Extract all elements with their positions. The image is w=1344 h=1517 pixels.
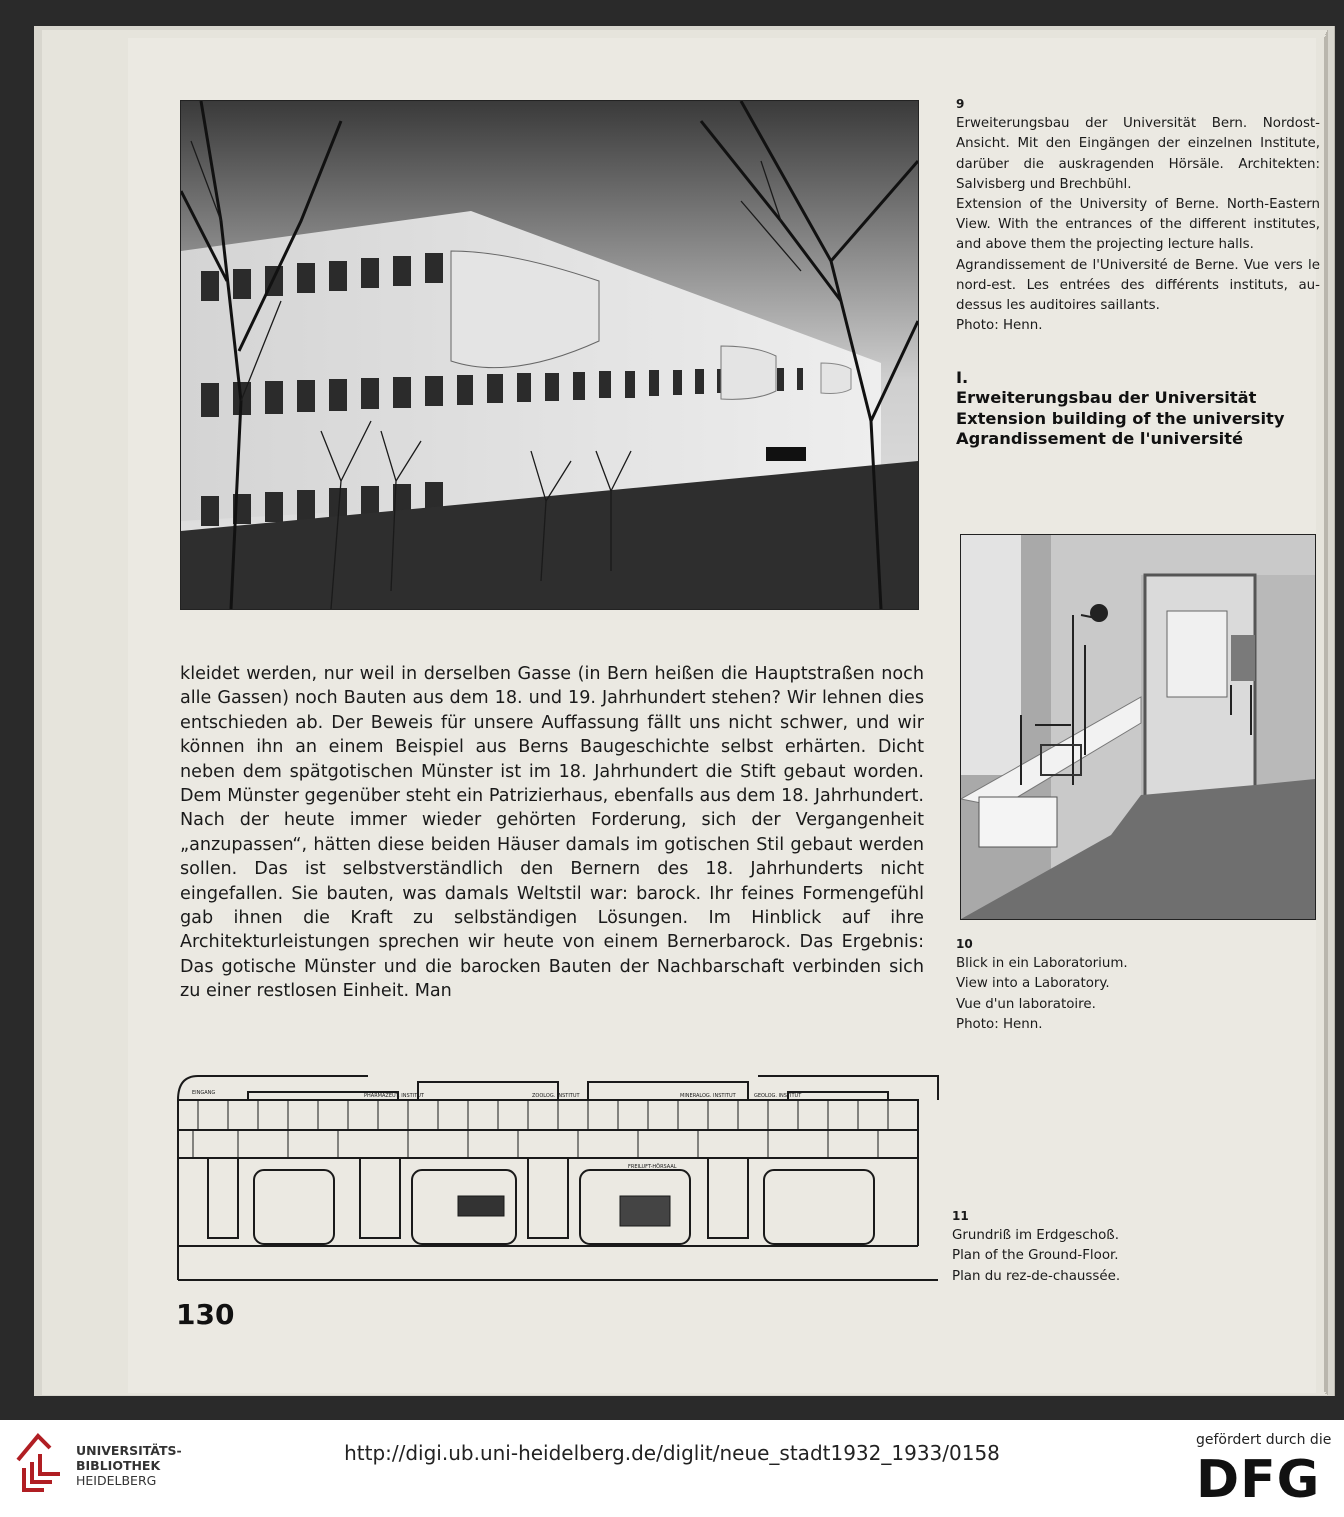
figure-10-caption-german: Blick in ein Laboratorium. xyxy=(956,956,1128,972)
figure-9-caption-english: Extension of the University of Berne. North-Eastern View. With the entrances of the different institutes, and above them the projecting lecture halls. xyxy=(956,197,1320,253)
figure-10-number: 10 xyxy=(956,937,973,951)
plan-label-pharmazeut-institut: PHARMAZEUT. INSTITUT xyxy=(364,1093,424,1099)
figure-9-caption xyxy=(956,94,1320,336)
section-title-french: Agrandissement de l'université xyxy=(956,429,1244,449)
figure-11-caption-german: Grundriß im Erdgeschoß. xyxy=(952,1228,1119,1244)
library-name-line-2: BIBLIOTHEK xyxy=(76,1458,161,1473)
laboratory-illustration xyxy=(961,535,1315,919)
dfg-logo[interactable]: DFG xyxy=(1196,1450,1321,1510)
figure-11-caption xyxy=(952,1206,1316,1287)
plan-label-zoolog-institut: ZOOLOG. INSTITUT xyxy=(532,1093,580,1099)
figure-10-caption xyxy=(956,934,1320,1035)
plan-label-mineralog-institut: MINERALOG. INSTITUT xyxy=(680,1093,736,1099)
permalink-url[interactable]: http://digi.ub.uni-heidelberg.de/diglit/neue_stadt1932_1933/0158 xyxy=(344,1441,1000,1465)
page-number: 130 xyxy=(176,1298,235,1331)
plan-label-freiluft-hoersaal: FREILUFT-HÖRSAAL xyxy=(628,1164,677,1170)
figure-11-number: 11 xyxy=(952,1209,969,1223)
ground-floor-plan-drawing xyxy=(168,1070,948,1290)
university-building-illustration xyxy=(181,101,918,609)
figure-9-building-photo xyxy=(180,100,919,610)
figure-10-photo-credit: Photo: Henn. xyxy=(956,1016,1043,1032)
body-text: kleidet werden, nur weil in derselben Gasse (in Bern heißen die Hauptstraßen noch alle Gassen) noch Bauten aus dem 18. und 19. Jahrhundert stehen? Wir lehnen dies entschieden ab. Der Beweis für unsere Auffassung fällt uns nicht schwer, und wir können ihn an einem Beispiel aus Berns Baugeschichte selbst erhärten. Dicht neben dem spätgotischen Münster ist im 18. Jahrhundert die Stift gebaut worden. Dem Münster gegenüber steht ein Patrizierhaus, ebenfalls aus dem 18. Jahrhundert. Nach der heute immer wieder gehörten Forderung, sich der Vergangenheit „anzupassen“, hätten diese beiden Häuser damals im gotischen Stil gebaut werden sollen. Das ist selbstverständlich den Bernern des 18. Jahrhunderts nicht eingefallen. Sie bauten, was damals Weltstil war: barock. Ihr feines Formengefühl gab ihnen die Kraft zu selbständigen Lösungen. Im Hinblick auf ihre Architekturleistungen sprechen wir heute von einem Bernerbarock. Das Ergebnis: Das gotische Münster und die barocken Bauten der Nachbarschaft verbinden sich zu einer restlosen Einheit. Man xyxy=(180,664,924,1002)
section-title-english: Extension building of the university xyxy=(956,408,1285,428)
figure-11-caption-english: Plan of the Ground-Floor. xyxy=(952,1248,1119,1264)
sponsor-text: gefördert durch die xyxy=(1196,1432,1332,1448)
library-name-line-1: UNIVERSITÄTS- xyxy=(76,1443,182,1458)
section-number: I. xyxy=(956,368,969,387)
figure-11-floor-plan xyxy=(168,1070,948,1290)
figure-9-caption-french: Agrandissement de l'Université de Berne. Vue vers le nord-est. Les entrées des différents instituts, au-dessus les auditoires saillants. xyxy=(956,257,1320,314)
plan-label-geolog-institut: GEOLOG. INSTITUT xyxy=(754,1093,802,1099)
figure-9-number: 9 xyxy=(956,97,965,111)
plan-label-eingang: EINGANG xyxy=(192,1090,216,1096)
library-name-line-3: HEIDELBERG xyxy=(76,1473,157,1488)
footer-bar xyxy=(0,1420,1344,1517)
figure-10-caption-french: Vue d'un laboratoire. xyxy=(956,996,1096,1012)
figure-11-caption-french: Plan du rez-de-chaussée. xyxy=(952,1268,1121,1284)
figure-10-laboratory-photo xyxy=(960,534,1316,920)
book-page xyxy=(128,38,1320,1393)
section-heading xyxy=(956,368,1326,450)
figure-9-caption-german: Erweiterungsbau der Universität Bern. Nordost-Ansicht. Mit den Eingängen der einzelnen Institute, darüber die auskragenden Hörsäle. Architekten: Salvisberg und Brechbühl. xyxy=(956,116,1320,192)
figure-9-photo-credit: Photo: Henn. xyxy=(956,318,1043,334)
section-title-german: Erweiterungsbau der Universität xyxy=(956,388,1257,408)
figure-10-caption-english: View into a Laboratory. xyxy=(956,976,1110,992)
